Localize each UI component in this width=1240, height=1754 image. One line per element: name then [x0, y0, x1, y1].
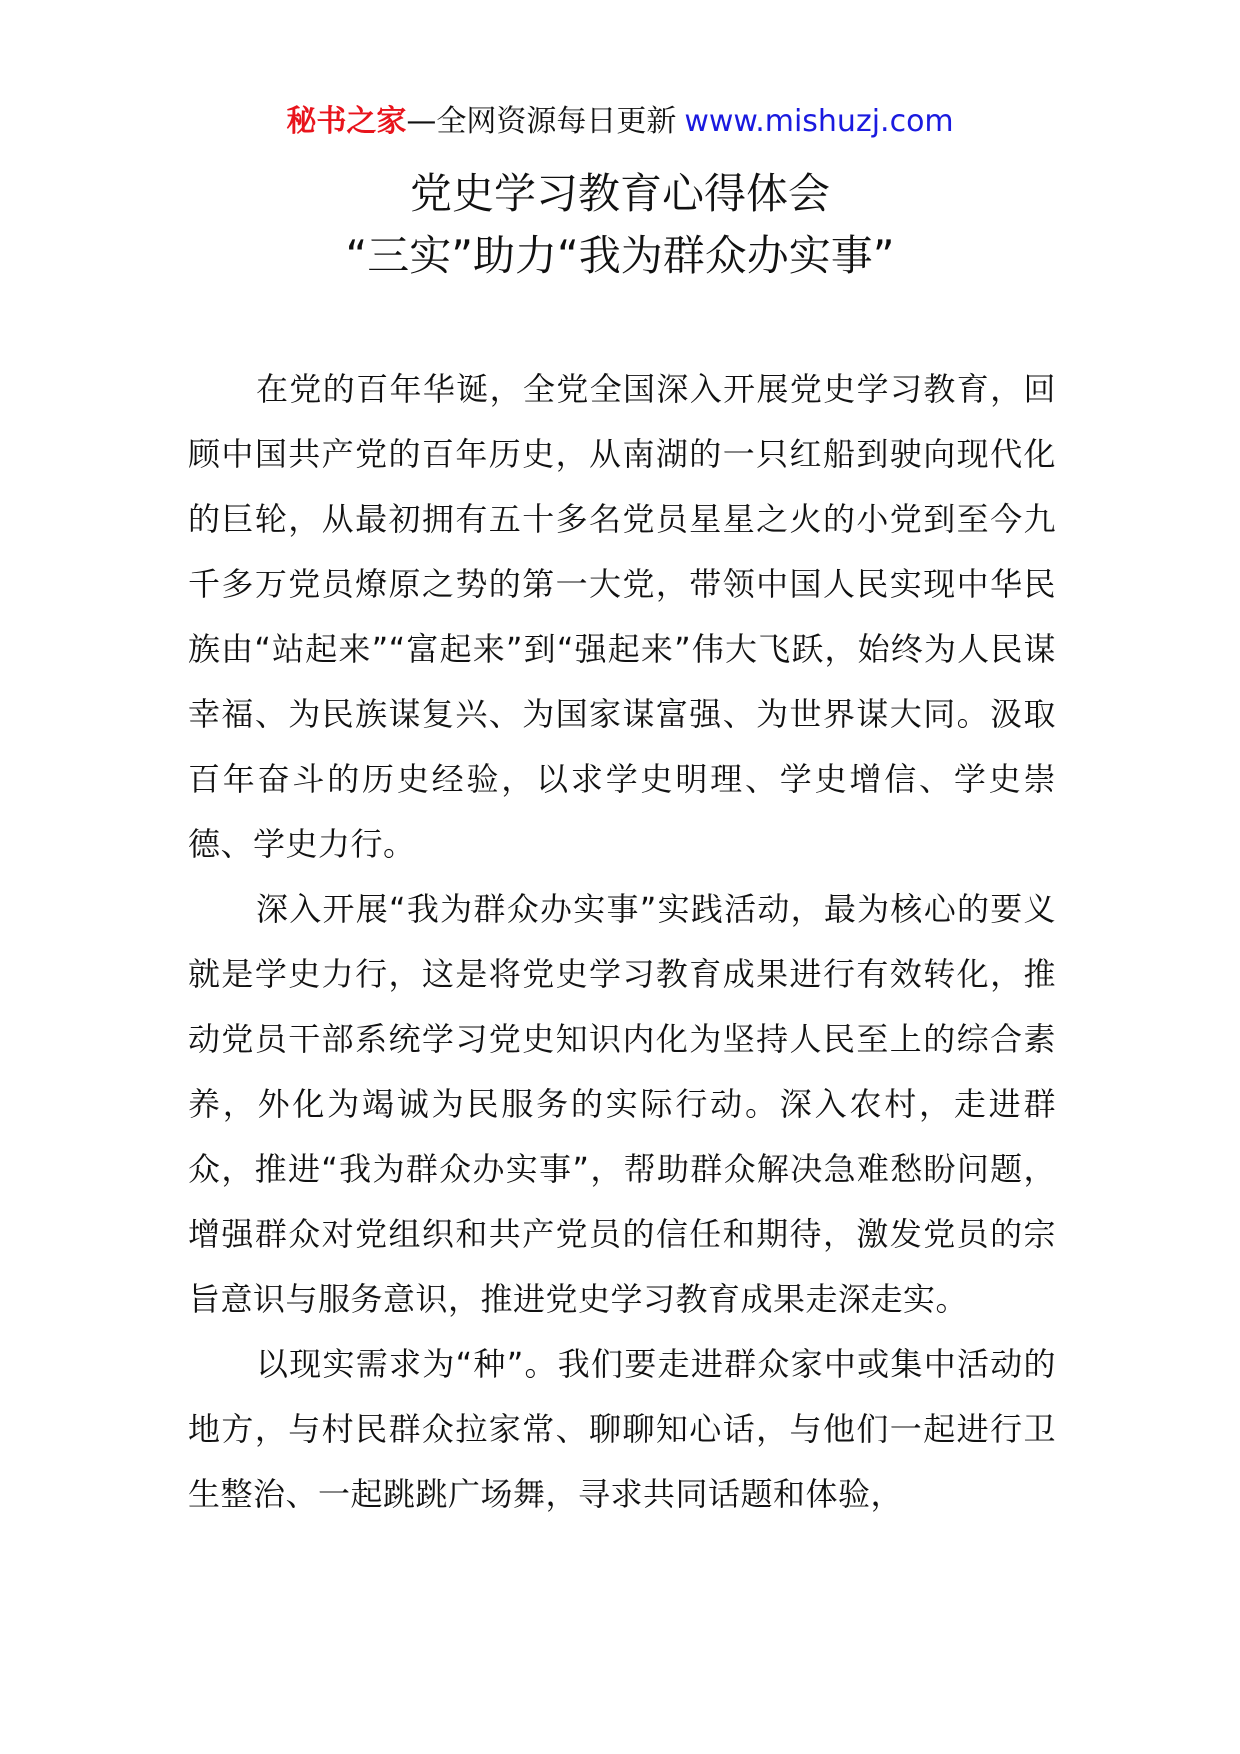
body-paragraph-1: 在党的百年华诞，全党全国深入开展党史学习教育，回顾中国共产党的百年历史，从南湖的一只红船到驶向现代化的巨轮，从最初拥有五十多名党员星星之火的小党到至今九千多万党员燎原之势的第一大党，带领中国人民实现中华民族由“站起来”“富起来”到“强起来”伟大飞跃，始终为人民谋幸福、为民族谋复兴、为国家谋富强、为世界谋大同。汲取百年奋斗的历史经验，以求学史明理、学史增信、学史崇德、学史力行。 — [188, 370, 1056, 863]
site-header — [0, 100, 1240, 144]
title-line-1: 党史学习教育心得体会 — [409, 169, 830, 218]
site-url-link[interactable]: www.mishuzj.com — [684, 104, 954, 139]
body-paragraph-2: 深入开展“我为群众办实事”实践活动，最为核心的要义就是学史力行，这是将党史学习教育成果进行有效转化，推动党员干部系统学习党史知识内化为坚持人民至上的综合素养，外化为竭诚为民服务的实际行动。深入农村，走进群众，推进“我为群众办实事”，帮助群众解决急难愁盼问题，增强群众对党组织和共产党员的信任和期待，激发党员的宗旨意识与服务意识，推进党史学习教育成果走深走实。 — [188, 890, 1056, 1318]
document-title — [0, 163, 1240, 287]
title-line-2: “三实”助力“我为群众办实事” — [345, 231, 895, 280]
document-body — [188, 357, 1056, 1527]
header-tagline: —全网资源每日更新 — [406, 104, 677, 139]
body-paragraph-3: 以现实需求为“种”。我们要走进群众家中或集中活动的地方，与村民群众拉家常、聊聊知心话，与他们一起进行卫生整治、一起跳跳广场舞，寻求共同话题和体验， — [188, 1345, 1056, 1513]
brand-name: 秘书之家 — [286, 104, 407, 139]
